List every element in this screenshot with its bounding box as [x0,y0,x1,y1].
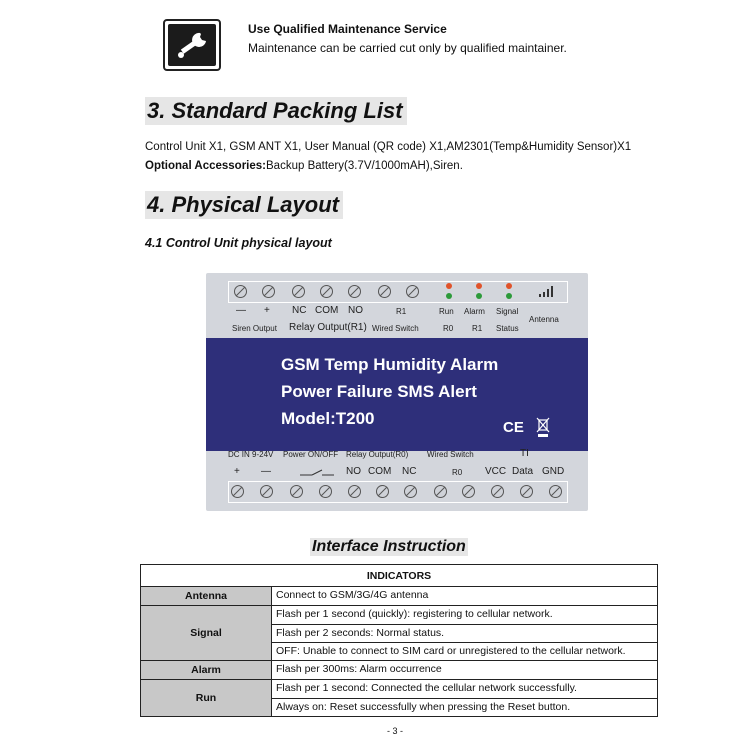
wrench-icon [168,24,216,66]
maintenance-badge [163,19,221,71]
device-model: Model:T200 [281,409,375,428]
table-row [141,587,658,606]
table-row [141,661,658,680]
alarm-led [476,283,482,289]
terminal-screw [491,485,504,498]
terminal-screw [378,285,391,298]
terminal-screw [406,285,419,298]
signal-bars-icon [539,285,555,297]
table-row [141,680,658,717]
terminal-screw [234,285,247,298]
r1-status-label: R1 [472,324,483,333]
relay-output-r1-label: Relay Output(R1) [289,322,367,333]
terminal-screw [290,485,303,498]
terminal-screw [404,485,417,498]
relay-com-r0-label: COM [368,466,392,477]
relay-no-r0-label: NO [346,466,361,477]
r0-input-label: R0 [452,468,463,477]
bottom-terminal-row [228,481,568,503]
status-label: Status [496,324,519,333]
vcc-label: VCC [485,466,507,477]
optional-accessories-text: Backup Battery(3.7V/1000mAH),Siren. [266,160,463,172]
terminal-screw [549,485,562,498]
siren-minus-label: — [236,305,246,316]
indicator-name: Antenna [141,587,272,606]
terminal-screw [462,485,475,498]
dc-plus-label: + [234,466,240,477]
indicator-description: Flash per 300ms: Alarm occurrence [276,663,442,675]
indicator-description: Connect to GSM/3G/4G antenna [276,589,429,601]
terminal-screw [292,285,305,298]
maintenance-text: Maintenance can be carried cut only by qualified maintainer. [248,41,567,55]
terminal-screw [319,485,332,498]
antenna-label: Antenna [529,315,559,324]
signal-label: Signal [496,307,519,316]
indicator-description: Flash per 1 second (quickly): registering to cellular network. [276,608,553,620]
indicator-name: Run [141,680,272,717]
terminal-screw [520,485,533,498]
optional-accessories-line [145,160,463,172]
terminal-screw [262,285,275,298]
terminal-screw [320,285,333,298]
device-title-line-2: Power Failure SMS Alert [281,382,477,401]
section-3-heading: 3. Standard Packing List [145,97,407,125]
table-row [141,606,658,661]
wired-switch-label: Wired Switch [372,324,419,333]
indicator-description: Flash per 1 second: Connected the cellular network successfully. [276,682,577,694]
packing-list-line: Control Unit X1, GSM ANT X1, User Manual (QR code) X1,AM2301(Temp&Humidity Sensor)X1 [145,141,632,153]
section-4-heading: 4. Physical Layout [145,191,343,219]
alarm-led [476,293,482,299]
r1-label: R1 [396,307,407,316]
signal-led [506,293,512,299]
run-led [446,283,452,289]
dc-minus-label: — [261,466,271,477]
relay-output-r0-label: Relay Output(R0) [346,450,409,459]
relay-no-label: NO [348,305,363,316]
ce-mark: CE [503,419,524,436]
indicator-description: Always on: Reset successfully when pressing the Reset button. [272,698,657,716]
relay-com-label: COM [315,305,339,316]
gnd-label: GND [542,466,565,477]
maintenance-title: Use Qualified Maintenance Service [248,22,447,36]
interface-instruction-title: Interface Instruction [312,538,466,555]
terminal-screw [348,485,361,498]
siren-plus-label: + [264,305,270,316]
r0-label: R0 [443,324,454,333]
relay-nc-r0-label: NC [402,466,417,477]
run-led [446,293,452,299]
terminal-screw [376,485,389,498]
relay-nc-label: NC [292,305,307,316]
control-unit-diagram [206,273,588,511]
bottom-wired-switch-label: Wired Switch [427,450,474,459]
weee-bin-icon [536,416,550,438]
indicator-description: Flash per 2 seconds: Normal status. [272,624,657,642]
run-label: Run [439,307,454,316]
siren-output-label: Siren Output [232,324,277,333]
indicator-name: Alarm [141,661,272,680]
power-switch-icon [300,469,334,477]
indicators-header: INDICATORS [141,565,658,587]
terminal-screw [260,485,273,498]
table-header-row [141,565,658,587]
indicators-table [140,564,658,717]
section-4-1-heading: 4.1 Control Unit physical layout [145,236,332,250]
terminal-screw [231,485,244,498]
terminal-screw [348,285,361,298]
data-label: Data [512,466,534,477]
device-title-line-1: GSM Temp Humidity Alarm [281,355,499,374]
top-terminal-row [228,281,568,303]
dc-in-label: DC IN 9-24V [228,450,274,459]
terminal-screw [434,485,447,498]
indicator-description: OFF: Unable to connect to SIM card or unregistered to the cellular network. [272,642,657,660]
signal-led [506,283,512,289]
power-switch-label: Power ON/OFF [283,450,339,459]
optional-accessories-label: Optional Accessories: [145,160,267,172]
alarm-label: Alarm [464,307,485,316]
ti-label: TI [520,448,529,459]
page-number: - 3 - [387,726,404,736]
indicator-name: Signal [141,606,272,661]
